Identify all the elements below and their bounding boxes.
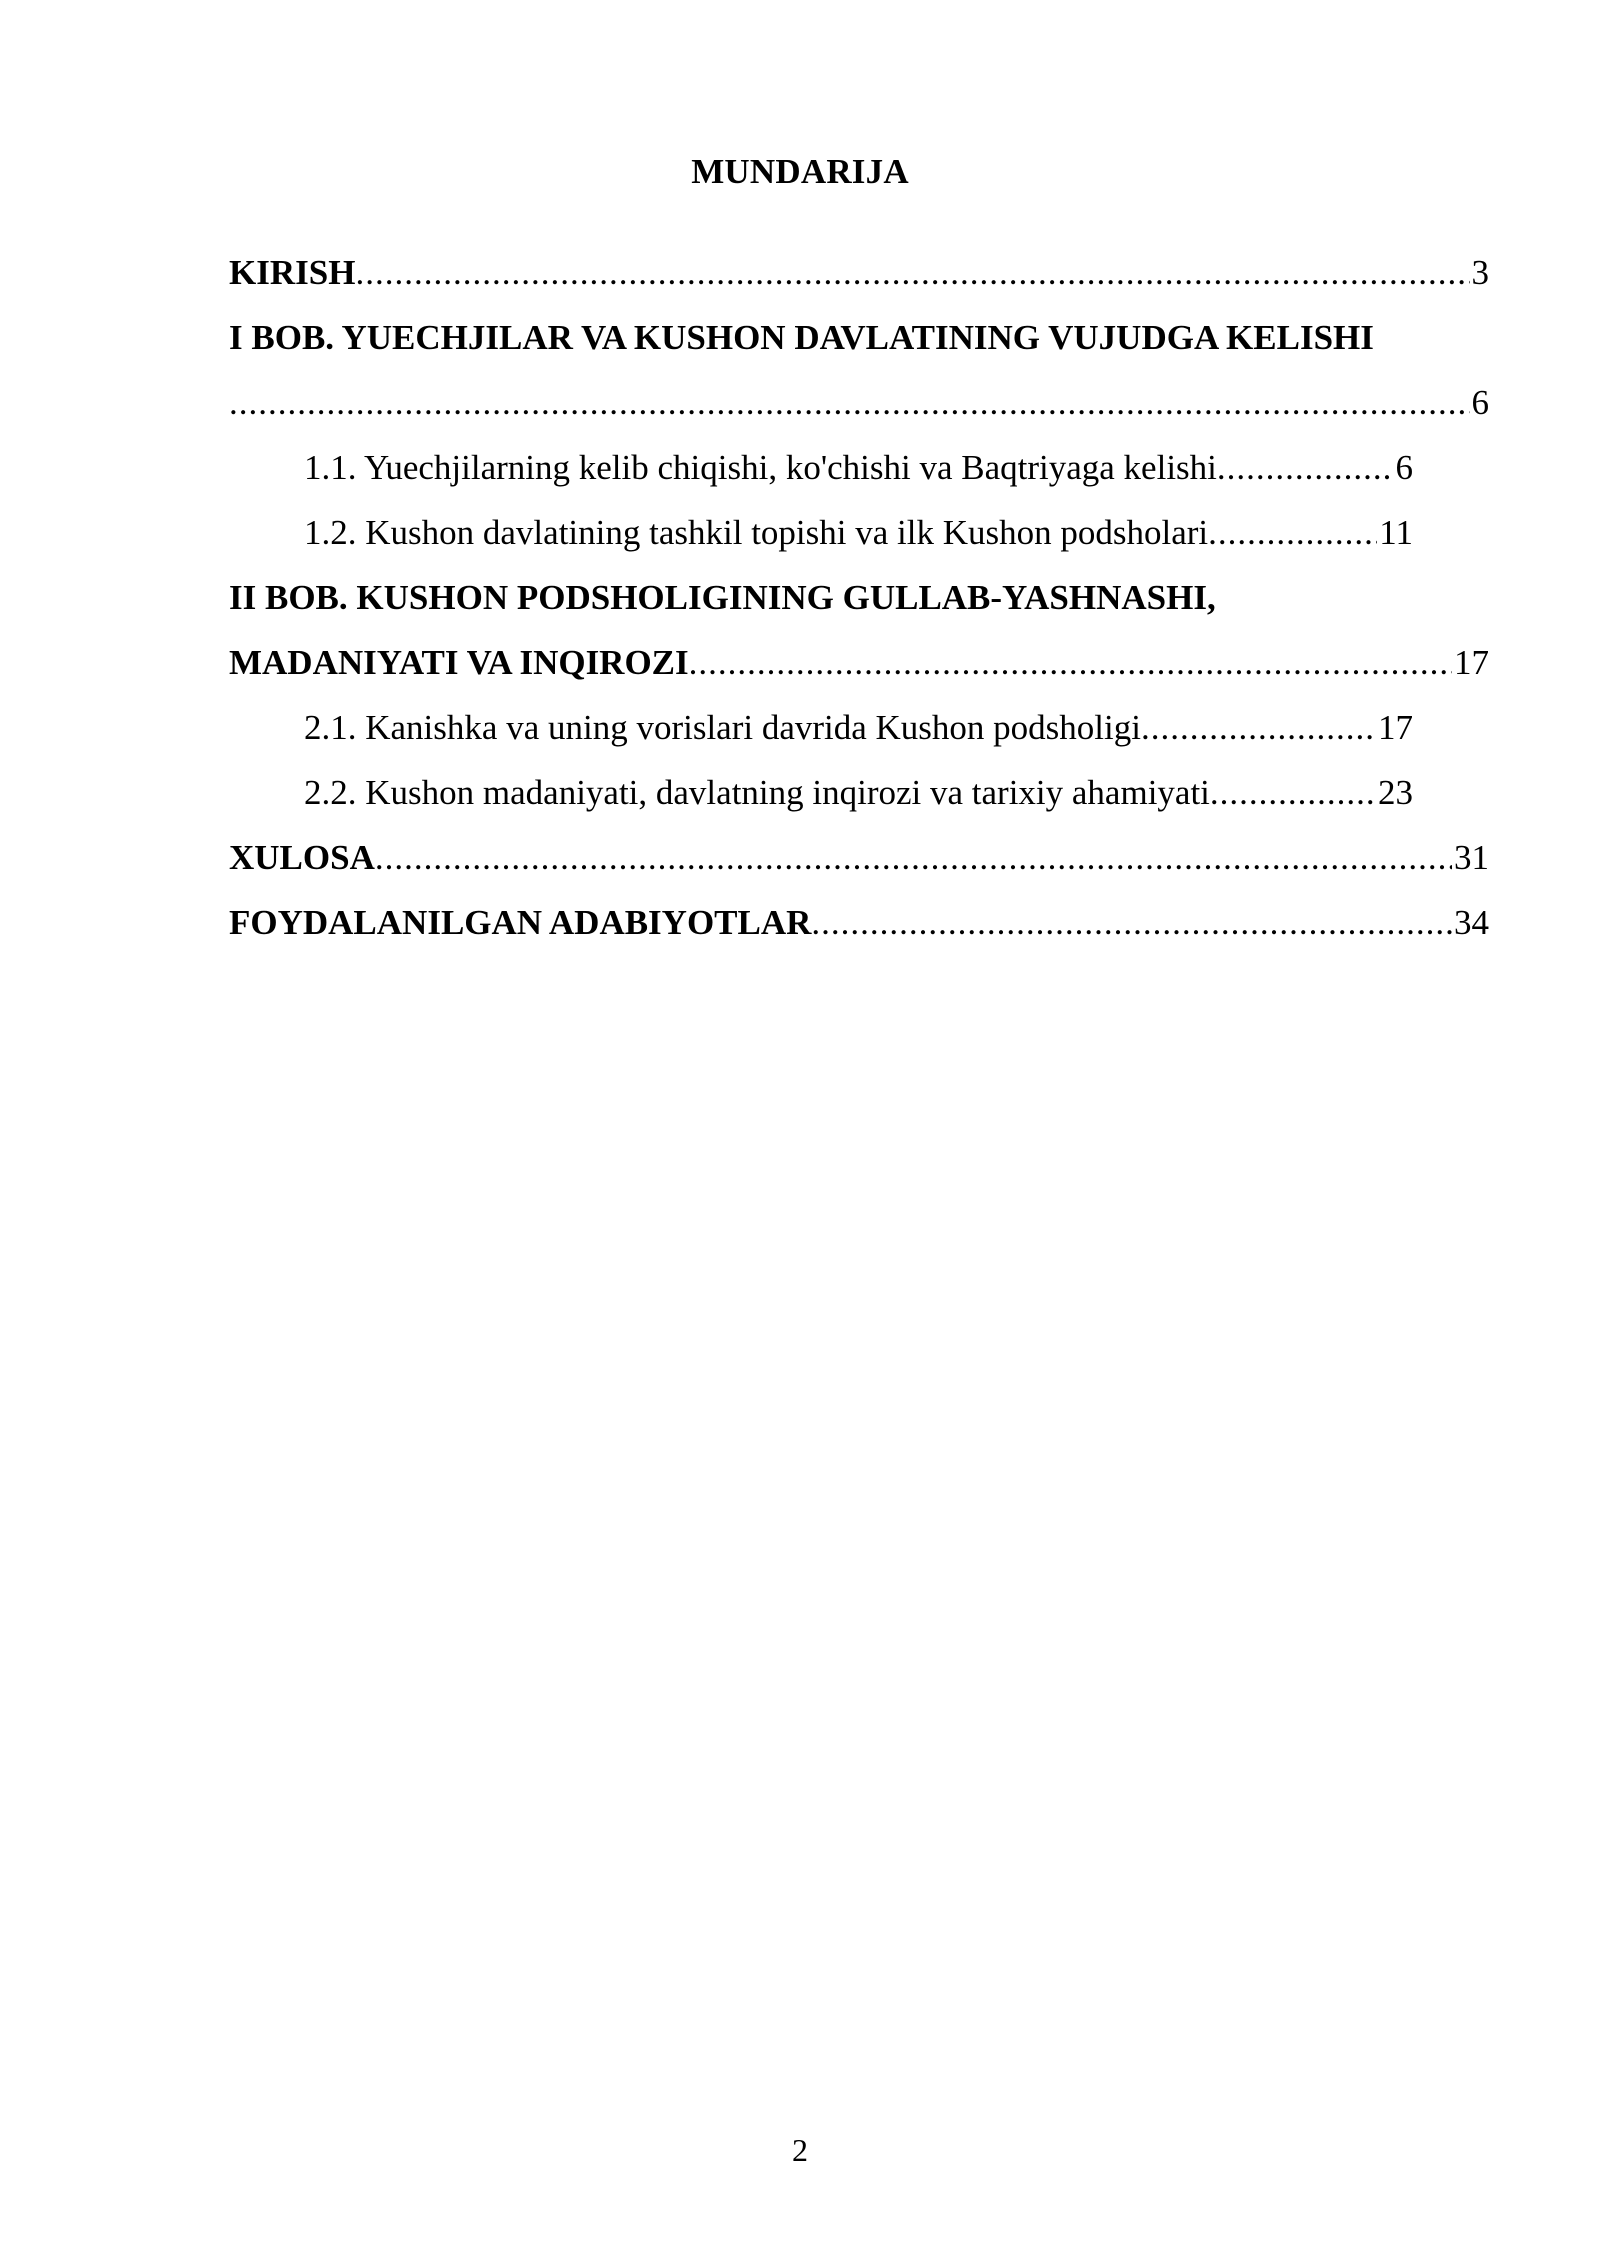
toc-entry-chapter-1[interactable] xyxy=(229,313,1489,378)
toc-entry-section-1-1[interactable] xyxy=(229,443,1413,508)
toc-leader-dots xyxy=(355,248,1469,298)
toc-page-number: 23 xyxy=(1378,773,1413,812)
table-of-contents xyxy=(229,248,1489,963)
toc-page-number: 17 xyxy=(1454,643,1489,682)
toc-entry-chapter-2[interactable] xyxy=(229,573,1489,638)
toc-leader-dots xyxy=(1210,768,1376,818)
toc-leader-dots xyxy=(1217,443,1394,493)
toc-page-number: 3 xyxy=(1471,253,1489,292)
toc-entry-chapter-2-cont[interactable] xyxy=(229,638,1489,703)
toc-entry-xulosa[interactable] xyxy=(229,833,1489,898)
toc-entry-kirish[interactable] xyxy=(229,248,1489,313)
toc-entry-label: KIRISH xyxy=(229,253,356,292)
toc-entry-label: FOYDALANILGAN ADABIYOTLAR xyxy=(229,903,812,942)
toc-page-number: 6 xyxy=(1395,448,1413,487)
toc-leader-dots xyxy=(689,638,1452,688)
toc-page-number: 31 xyxy=(1454,838,1489,877)
toc-entry-adabiyotlar[interactable] xyxy=(229,898,1489,963)
toc-page-number: 11 xyxy=(1379,513,1413,552)
toc-entry-label: XULOSA xyxy=(229,838,375,877)
toc-leader-dots xyxy=(1141,703,1376,753)
toc-entry-label: 2.2. Kushon madaniyati, davlatning inqirozi va tarixiy ahamiyati xyxy=(304,773,1210,812)
toc-entry-section-1-2[interactable] xyxy=(229,508,1413,573)
toc-entry-label: 1.2. Kushon davlatining tashkil topishi va ilk Kushon podsholari xyxy=(304,513,1209,552)
toc-title: MUNDARIJA xyxy=(691,152,909,191)
toc-entry-label: 2.1. Kanishka va uning vorislari davrida Kushon podsholigi xyxy=(304,708,1141,747)
toc-entry-label: I BOB. YUECHJILAR VA KUSHON DAVLATINING VUJUDGA KELISHI xyxy=(229,318,1374,357)
toc-entry-label: 1.1. Yuechjilarning kelib chiqishi, ko'chishi va Baqtriyaga kelishi xyxy=(304,448,1217,487)
toc-page-number: 6 xyxy=(1471,383,1489,422)
toc-entry-chapter-1-leader[interactable] xyxy=(229,378,1489,443)
toc-leader-dots xyxy=(375,833,1452,883)
toc-leader-dots xyxy=(1208,508,1377,558)
toc-entry-label: II BOB. KUSHON PODSHOLIGINING GULLAB-YASHNASHI, xyxy=(229,578,1216,617)
toc-entry-section-2-2[interactable] xyxy=(229,768,1413,833)
toc-page-number: 17 xyxy=(1378,708,1413,747)
toc-leader-dots xyxy=(229,378,1470,428)
page-number: 2 xyxy=(792,2132,808,2168)
toc-entry-label: MADANIYATI VA INQIROZI xyxy=(229,643,689,682)
toc-entry-section-2-1[interactable] xyxy=(229,703,1413,768)
toc-page-number: 34 xyxy=(1454,903,1489,942)
toc-leader-dots xyxy=(811,898,1452,948)
